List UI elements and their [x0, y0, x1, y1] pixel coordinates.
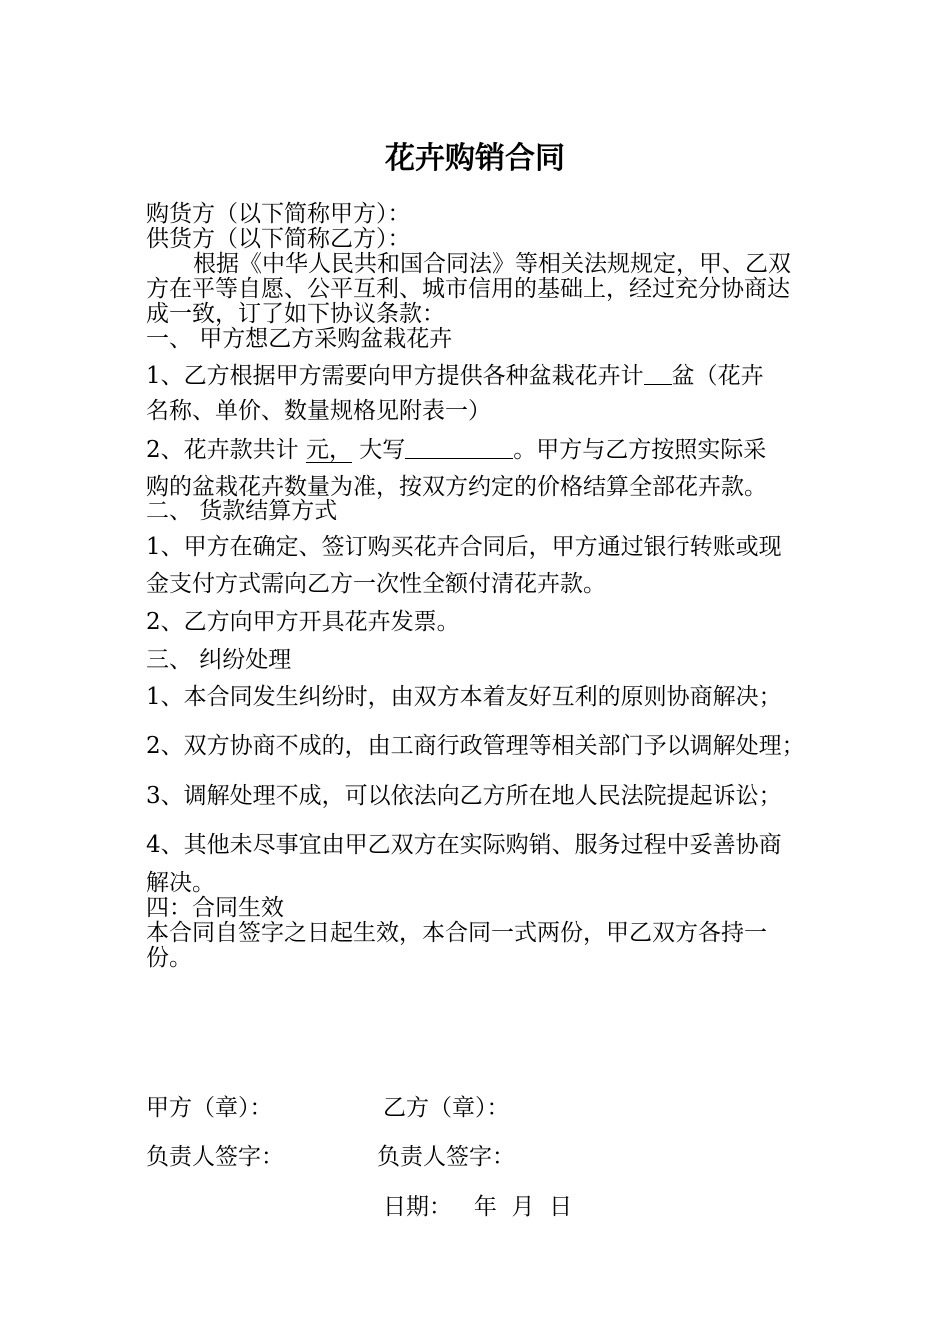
section-1-item-2-tail: 。甲方与乙方按照实际采 — [513, 437, 767, 463]
section-1-item-1 — [146, 364, 764, 388]
section-1-item-2-cont: 购的盆栽花卉数量为准，按双方约定的价格结算全部花卉款。 — [146, 474, 767, 500]
section-3-item-4-cont: 解决。 — [146, 870, 215, 896]
seller-line: 供货方（以下简称乙方）： — [146, 226, 411, 252]
section-2-item-1: 1、甲方在确定、签订购买花卉合同后，甲方通过银行转账或现 — [146, 534, 782, 560]
section-1-item-1-unit: 盆（花卉 — [671, 363, 764, 389]
section-2-heading: 二、 货款结算方式 — [146, 498, 338, 524]
section-3-heading: 三、 纠纷处理 — [146, 647, 292, 673]
section-2-item-1-cont: 金支付方式需向乙方一次性全额付清花卉款。 — [146, 571, 606, 597]
section-2-item-2: 2、乙方向甲方开具花卉发票。 — [146, 609, 460, 635]
section-3-item-1: 1、本合同发生纠纷时，由双方本着友好互利的原则协商解决； — [146, 684, 782, 710]
preamble-line-1: 根据《中华人民共和国合同法》等相关法规规定，甲、乙双 — [193, 251, 791, 277]
section-4-heading: 四：合同生效 — [146, 895, 284, 921]
section-4-body-cont: 份。 — [146, 945, 192, 971]
party-b-signer-label: 负责人签字： — [377, 1144, 515, 1170]
amount-yuan-blank: 元， — [305, 437, 352, 463]
section-1-item-2-text: 2、花卉款共计 — [146, 437, 306, 463]
buyer-line: 购货方（以下简称甲方）： — [146, 201, 411, 227]
section-1-item-1-cont: 名称、单价、数量规格见附表一） — [146, 398, 491, 424]
section-3-item-3: 3、调解处理不成，可以依法向乙方所在地人民法院提起诉讼； — [146, 783, 782, 809]
document-title: 花卉购销合同 — [385, 141, 565, 176]
section-4-body: 本合同自签字之日起生效，本合同一式两份，甲乙双方各持一 — [146, 920, 767, 946]
party-a-signer-label: 负责人签字： — [146, 1144, 284, 1170]
section-1-item-2 — [146, 438, 766, 463]
date-line: 日期： 年 月 日 — [383, 1194, 573, 1220]
party-b-seal-label: 乙方（章）： — [383, 1095, 510, 1121]
section-1-heading: 一、 甲方想乙方采购盆栽花卉 — [146, 326, 453, 352]
party-a-seal-label: 甲方（章）： — [146, 1095, 273, 1121]
pot-count-blank — [644, 364, 672, 385]
preamble-line-3: 成一致，订了如下协议条款： — [146, 301, 445, 327]
section-3-item-2: 2、双方协商不成的，由工商行政管理等相关部门予以调解处理； — [146, 733, 805, 759]
amount-uppercase-blank — [405, 438, 513, 459]
preamble-line-2: 方在平等自愿、公平互利、城市信用的基础上，经过充分协商达 — [146, 276, 790, 302]
section-1-item-2-upper-label: 大写 — [351, 437, 406, 463]
section-1-item-1-text: 1、乙方根据甲方需要向甲方提供各种盆栽花卉计 — [146, 363, 644, 389]
section-3-item-4: 4、其他未尽事宜由甲乙双方在实际购销、服务过程中妥善协商 — [146, 832, 782, 858]
